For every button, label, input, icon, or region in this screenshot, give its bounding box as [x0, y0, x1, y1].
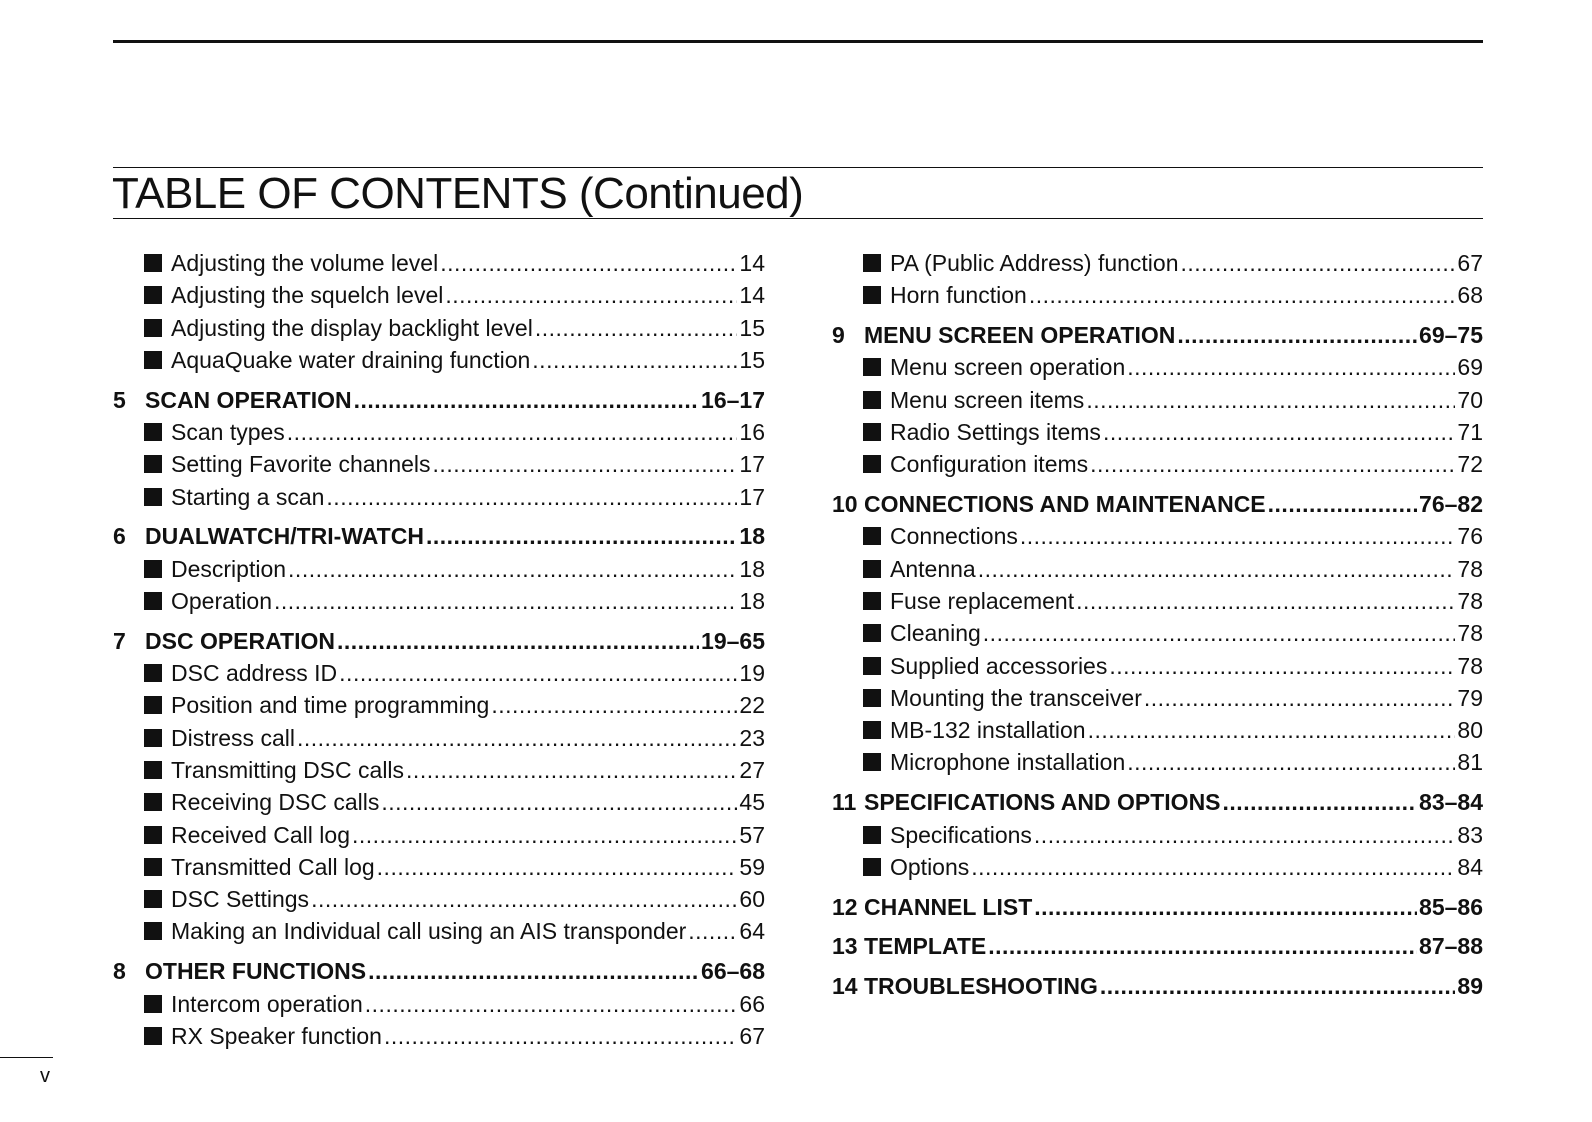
toc-entry-label: Cleaning [890, 620, 981, 647]
toc-entry-label: Received Call log [171, 821, 350, 848]
toc-entry-page: 15 [739, 314, 765, 341]
toc-entry-label: Operation [171, 587, 273, 614]
toc-entry-page: 68 [1457, 282, 1483, 309]
toc-entry-label: DSC Settings [171, 886, 310, 913]
toc-entry-label: PA (Public Address) function [890, 250, 1179, 276]
toc-left-column [113, 247, 765, 1052]
toc-entry-label: Distress call [171, 724, 295, 751]
toc-section-8[interactable] [113, 955, 765, 987]
square-bullet-icon [144, 922, 162, 940]
toc-entry-page: 66 [739, 990, 765, 1017]
toc-entry-label: Starting a scan [171, 483, 325, 510]
toc-entry-page: 57 [739, 821, 765, 848]
toc-section-12[interactable] [832, 891, 1483, 923]
toc-entry-page: 72 [1457, 451, 1483, 478]
toc-entry-label: Adjusting the squelch level [171, 282, 444, 309]
toc-entry[interactable] [113, 1020, 765, 1052]
toc-section-page: 18 [739, 523, 765, 550]
toc-section-number: 6 [113, 523, 126, 550]
toc-entry-page: 60 [739, 886, 765, 913]
toc-entry[interactable] [113, 416, 765, 448]
toc-entry[interactable] [832, 384, 1483, 416]
toc-entry-page: 45 [739, 789, 765, 816]
toc-entry[interactable] [113, 851, 765, 883]
toc-entry[interactable] [832, 416, 1483, 448]
square-bullet-icon [863, 753, 881, 771]
toc-entry-page: 78 [1457, 620, 1483, 647]
toc-entry-label: Configuration items [890, 451, 1089, 478]
square-bullet-icon [144, 351, 162, 369]
toc-section-page: 85–86 [1419, 893, 1483, 920]
title-rule-top [113, 167, 1483, 168]
toc-entry[interactable] [113, 689, 765, 721]
square-bullet-icon [144, 455, 162, 473]
square-bullet-icon [863, 858, 881, 876]
toc-entry-label: Microphone installation [890, 749, 1126, 776]
toc-entry-label: Horn function [890, 282, 1027, 309]
toc-entry-page: 17 [739, 483, 765, 510]
toc-entry-label: Supplied accessories [890, 652, 1108, 679]
toc-entry-page: 17 [739, 451, 765, 478]
square-bullet-icon [144, 254, 162, 272]
square-bullet-icon [863, 455, 881, 473]
toc-section-number: 10 [832, 491, 858, 518]
toc-entry-page: 23 [739, 724, 765, 751]
toc-entry-page: 84 [1457, 853, 1483, 880]
toc-entry-label: Menu screen operation [890, 354, 1126, 381]
toc-right-column [832, 247, 1483, 1003]
toc-entry[interactable] [113, 722, 765, 754]
toc-section-page: 87–88 [1419, 933, 1483, 960]
toc-entry-page: 76 [1457, 523, 1483, 550]
toc-entry[interactable] [832, 714, 1483, 746]
toc-entry[interactable] [832, 851, 1483, 883]
toc-section-9[interactable] [832, 319, 1483, 351]
square-bullet-icon [144, 319, 162, 337]
toc-entry-page: 18 [739, 587, 765, 614]
toc-entry-label: Position and time programming [171, 692, 490, 719]
toc-entry-page: 67 [739, 1022, 765, 1049]
toc-entry-label: Intercom operation [171, 990, 363, 1017]
toc-section-number: 12 [832, 893, 858, 920]
square-bullet-icon [144, 286, 162, 304]
square-bullet-icon [144, 488, 162, 506]
square-bullet-icon [863, 254, 881, 272]
toc-entry-page: 22 [739, 692, 765, 719]
square-bullet-icon [144, 696, 162, 714]
toc-section-14[interactable] [832, 970, 1483, 1002]
toc-entry-label: Antenna [890, 555, 976, 582]
toc-entry[interactable] [832, 617, 1483, 649]
toc-entry[interactable] [113, 988, 765, 1020]
toc-entry-label: Setting Favorite channels [171, 451, 431, 478]
square-bullet-icon [863, 592, 881, 610]
toc-section-page: 69–75 [1419, 322, 1483, 349]
toc-entry[interactable] [113, 312, 765, 344]
square-bullet-icon [863, 689, 881, 707]
square-bullet-icon [863, 624, 881, 642]
toc-section-number: 9 [832, 322, 845, 349]
square-bullet-icon [144, 423, 162, 441]
toc-entry[interactable] [832, 553, 1483, 585]
toc-entry[interactable] [832, 682, 1483, 714]
toc-entry-page: 59 [739, 853, 765, 880]
toc-entry-page: 64 [739, 918, 765, 945]
toc-entry[interactable] [832, 279, 1483, 311]
toc-entry-label: Receiving DSC calls [171, 789, 380, 816]
toc-entry-label: Mounting the transceiver [890, 684, 1142, 711]
toc-entry-label: Radio Settings items [890, 418, 1101, 445]
toc-section-number: 7 [113, 627, 126, 654]
toc-entry-label: Options [890, 853, 970, 880]
toc-entry[interactable] [832, 520, 1483, 552]
toc-entry-label: Adjusting the volume level [171, 250, 439, 276]
toc-entry[interactable] [113, 553, 765, 585]
square-bullet-icon [863, 423, 881, 441]
toc-entry[interactable] [113, 344, 765, 376]
toc-entry-label: Specifications [890, 821, 1032, 848]
toc-section-10[interactable] [832, 488, 1483, 520]
toc-entry-page: 27 [739, 756, 765, 783]
toc-entry-label: AquaQuake water draining function [171, 346, 531, 373]
toc-entry[interactable] [113, 279, 765, 311]
square-bullet-icon [144, 1027, 162, 1045]
toc-section-number: 13 [832, 933, 858, 960]
toc-entry[interactable] [113, 481, 765, 513]
toc-entry-page: 83 [1457, 821, 1483, 848]
toc-entry-label: Adjusting the display backlight level [171, 314, 533, 341]
toc-entry[interactable] [113, 754, 765, 786]
toc-section-label: DUALWATCH/TRI-WATCH [145, 523, 424, 550]
toc-entry-page: 16 [739, 418, 765, 445]
toc-entry-page: 18 [739, 555, 765, 582]
toc-section-number: 8 [113, 958, 126, 985]
square-bullet-icon [144, 761, 162, 779]
toc-entry-label: Connections [890, 523, 1018, 550]
toc-entry-page: 14 [739, 250, 765, 276]
square-bullet-icon [863, 826, 881, 844]
toc-entry-label: Transmitting DSC calls [171, 756, 405, 783]
toc-section-label: DSC OPERATION [145, 627, 335, 654]
toc-entry[interactable] [832, 448, 1483, 480]
toc-entry[interactable] [832, 585, 1483, 617]
toc-section-label: OTHER FUNCTIONS [145, 958, 367, 985]
toc-section-number: 11 [832, 789, 857, 816]
toc-entry-page: 70 [1457, 386, 1483, 413]
toc-section-label: MENU SCREEN OPERATION [864, 322, 1176, 349]
top-rule [113, 40, 1483, 43]
page-title: TABLE OF CONTENTS (Continued) [112, 169, 804, 218]
square-bullet-icon [863, 527, 881, 545]
toc-entry-label: Scan types [171, 418, 285, 445]
square-bullet-icon [863, 358, 881, 376]
toc-entry[interactable] [113, 657, 765, 689]
page-number: v [40, 1065, 50, 1087]
toc-section-page: 19–65 [701, 627, 765, 654]
toc-section-page: 89 [1457, 973, 1483, 1000]
toc-entry[interactable] [832, 746, 1483, 778]
toc-section-11[interactable] [832, 786, 1483, 818]
toc-entry-page: 69 [1457, 354, 1483, 381]
square-bullet-icon [144, 729, 162, 747]
square-bullet-icon [863, 721, 881, 739]
square-bullet-icon [863, 560, 881, 578]
toc-entry[interactable] [113, 819, 765, 851]
toc-section-page: 76–82 [1419, 491, 1483, 518]
square-bullet-icon [144, 890, 162, 908]
toc-section-13[interactable] [832, 930, 1483, 962]
toc-section-page: 66–68 [701, 958, 765, 985]
toc-section-label: TROUBLESHOOTING [864, 973, 1098, 1000]
square-bullet-icon [863, 391, 881, 409]
toc-entry[interactable] [113, 247, 765, 279]
toc-entry[interactable] [832, 650, 1483, 682]
toc-entry[interactable] [113, 915, 765, 947]
square-bullet-icon [144, 560, 162, 578]
toc-entry-page: 67 [1457, 250, 1483, 276]
toc-entry-label: Making an Individual call using an AIS transponder [171, 918, 687, 945]
toc-entry-label: MB-132 installation [890, 717, 1086, 744]
toc-entry-page: 78 [1457, 652, 1483, 679]
title-rule-bottom [113, 218, 1483, 219]
footer-rule [0, 1057, 53, 1058]
toc-section-number: 5 [113, 386, 126, 413]
square-bullet-icon [863, 657, 881, 675]
toc-entry-label: Description [171, 555, 287, 582]
toc-entry-page: 19 [739, 660, 765, 687]
toc-section-label: CONNECTIONS AND MAINTENANCE [864, 491, 1266, 518]
toc-entry[interactable] [113, 585, 765, 617]
toc-section-5[interactable] [113, 384, 765, 416]
toc-section-label: TEMPLATE [864, 933, 987, 960]
toc-entry-label: Menu screen items [890, 386, 1085, 413]
square-bullet-icon [144, 793, 162, 811]
toc-section-label: SPECIFICATIONS AND OPTIONS [864, 789, 1221, 816]
toc-entry[interactable] [113, 448, 765, 480]
square-bullet-icon [144, 592, 162, 610]
toc-entry-page: 14 [739, 282, 765, 309]
square-bullet-icon [144, 995, 162, 1013]
toc-entry-page: 78 [1457, 555, 1483, 582]
toc-section-7[interactable] [113, 625, 765, 657]
toc-entry-page: 71 [1457, 418, 1483, 445]
toc-entry[interactable] [832, 247, 1483, 279]
toc-entry-page: 79 [1457, 684, 1483, 711]
toc-entry-label: Fuse replacement [890, 587, 1075, 614]
toc-entry[interactable] [832, 819, 1483, 851]
toc-entry[interactable] [113, 786, 765, 818]
toc-entry[interactable] [832, 351, 1483, 383]
toc-section-6[interactable] [113, 520, 765, 552]
square-bullet-icon [863, 286, 881, 304]
toc-section-label: CHANNEL LIST [864, 893, 1033, 920]
toc-entry-page: 80 [1457, 717, 1483, 744]
toc-entry-label: Transmitted Call log [171, 853, 375, 880]
toc-entry-label: RX Speaker function [171, 1022, 382, 1049]
toc-entry[interactable] [113, 883, 765, 915]
toc-entry-page: 81 [1457, 749, 1483, 776]
square-bullet-icon [144, 858, 162, 876]
toc-entry-page: 15 [739, 346, 765, 373]
toc-section-page: 16–17 [701, 386, 765, 413]
toc-entry-page: 78 [1457, 587, 1483, 614]
toc-section-number: 14 [832, 973, 858, 1000]
toc-section-page: 83–84 [1419, 789, 1483, 816]
toc-section-label: SCAN OPERATION [145, 386, 352, 413]
toc-entry-label: DSC address ID [171, 660, 338, 687]
square-bullet-icon [144, 826, 162, 844]
square-bullet-icon [144, 664, 162, 682]
